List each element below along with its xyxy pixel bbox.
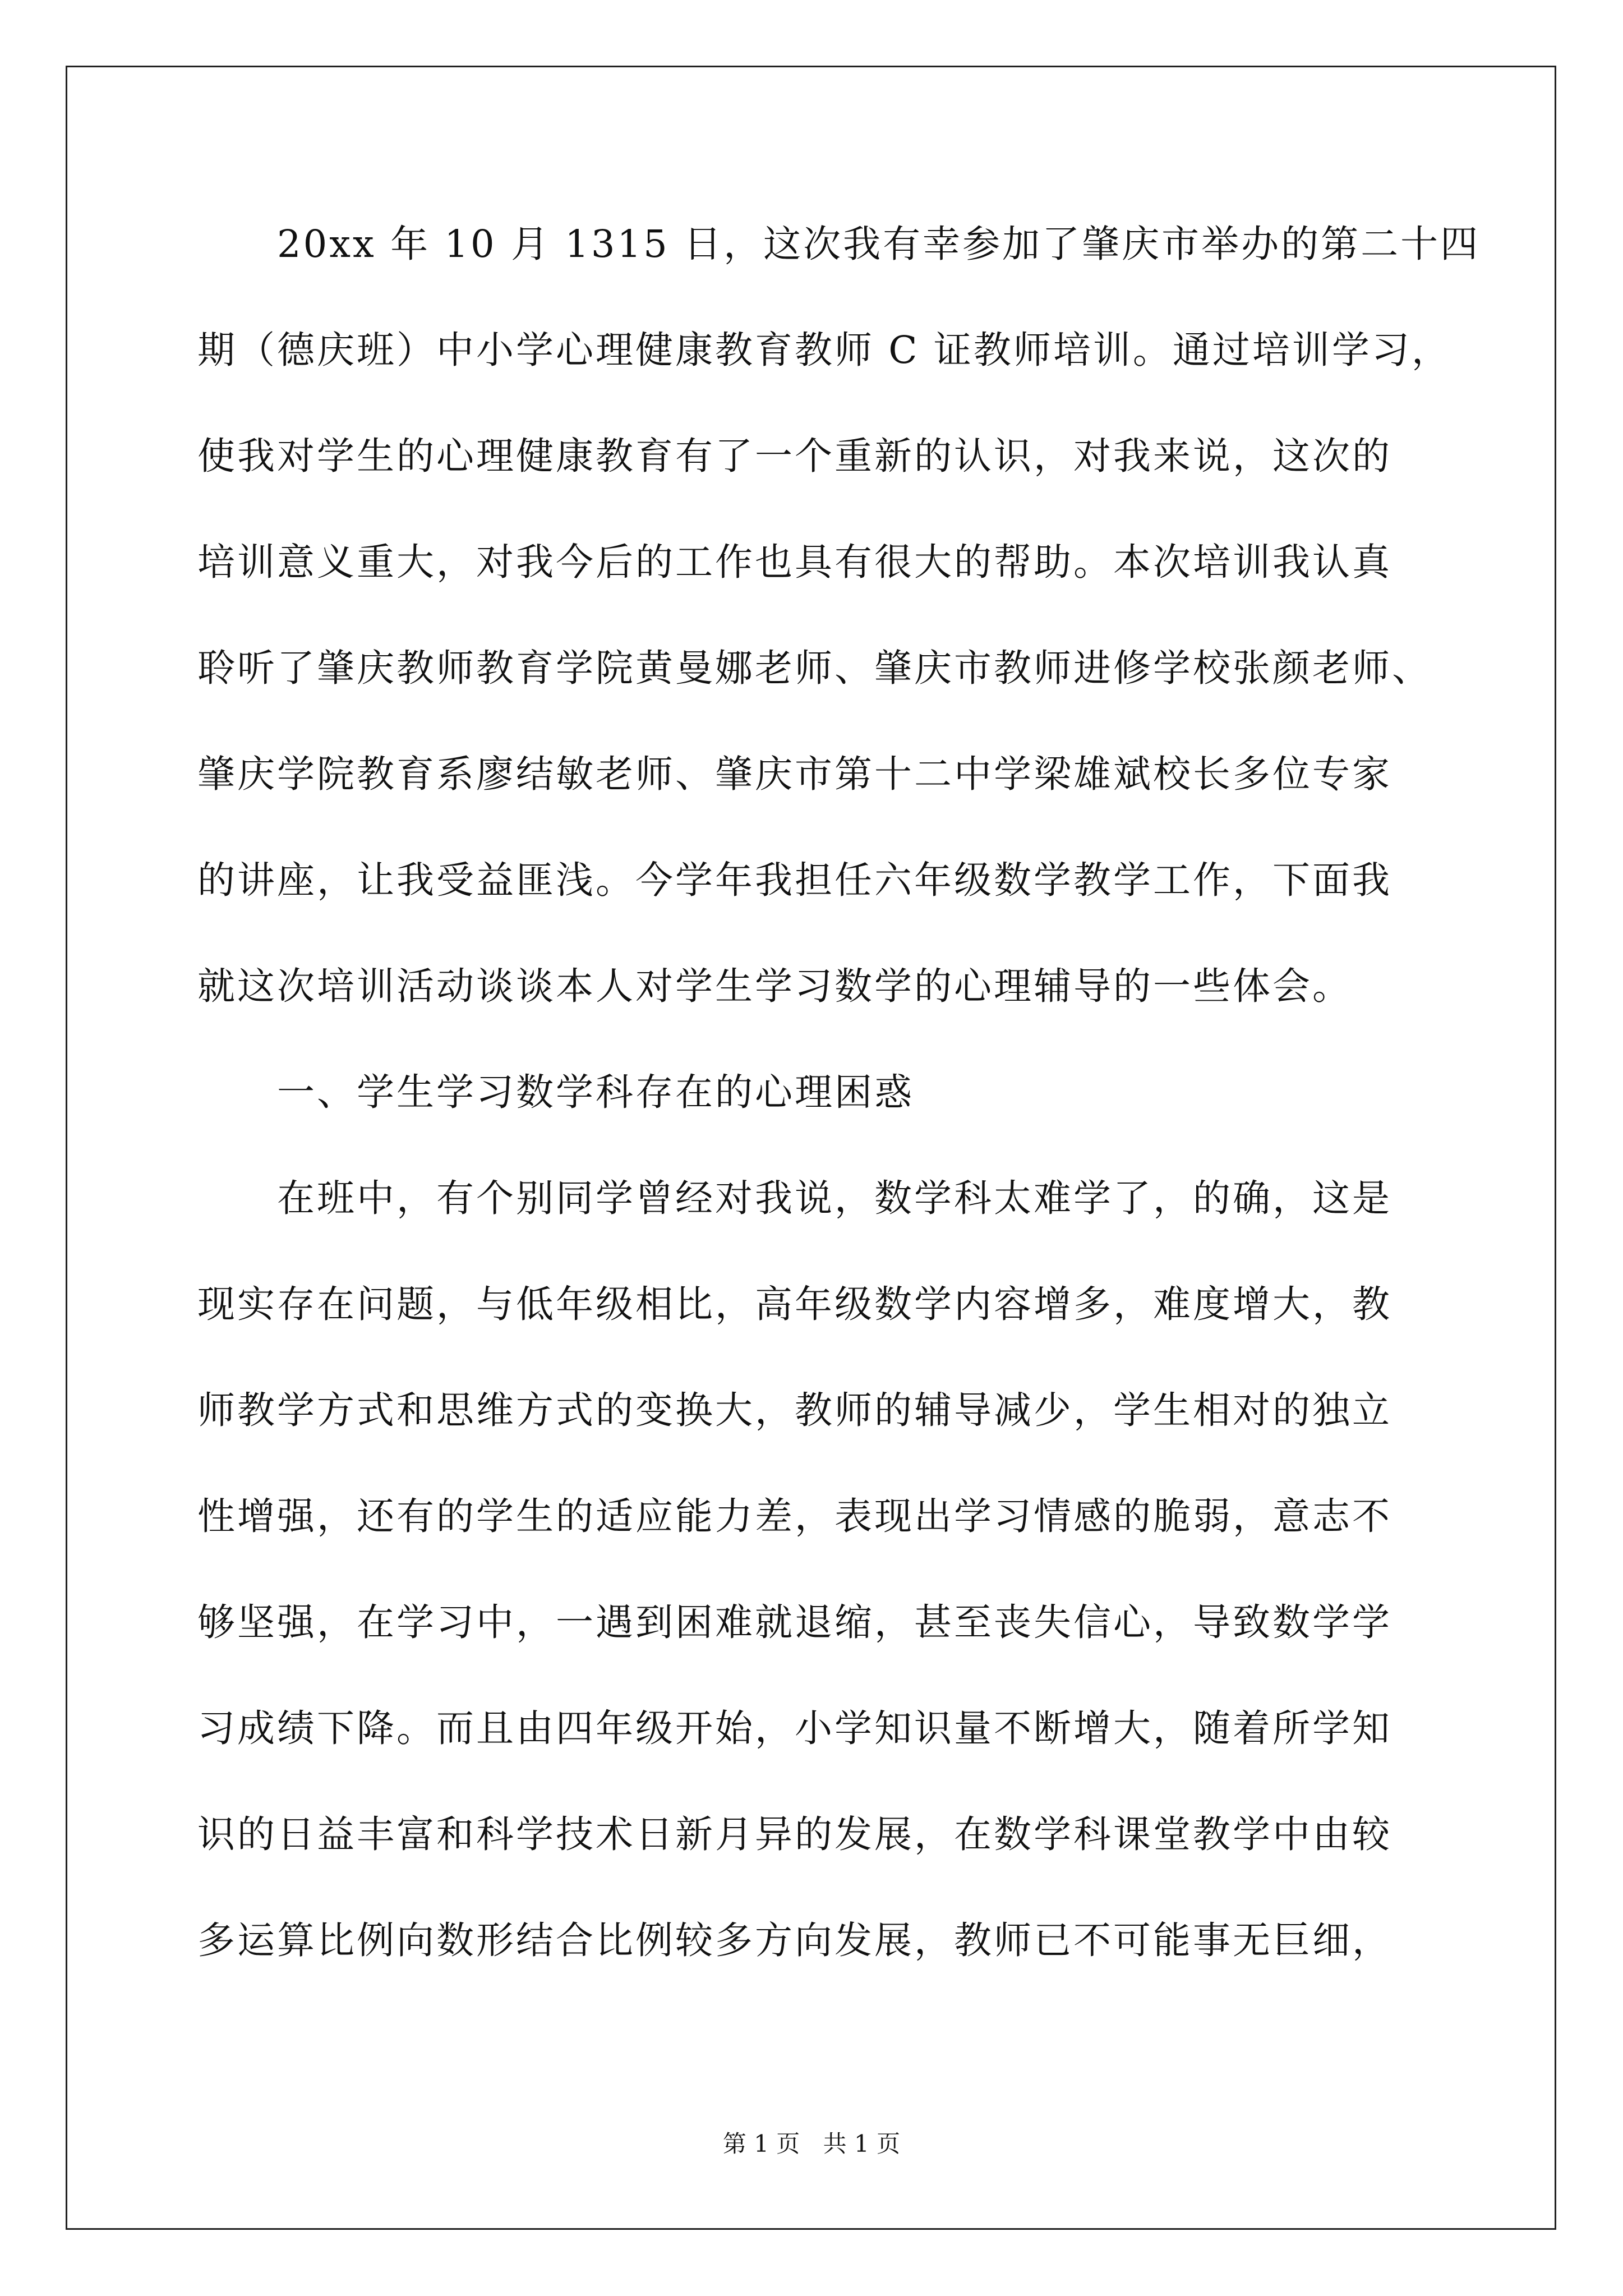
section-heading: 一、学生学习数学科存在的心理困惑 — [277, 1070, 914, 1114]
page-border — [66, 66, 1556, 2230]
paragraph-line: 够坚强，在学习中，一遇到困难就退缩，甚至丧失信心，导致数学学 — [197, 1600, 1392, 1644]
paragraph-line: 聆听了肇庆教师教育学院黄曼娜老师、肇庆市教师进修学校张颜老师、 — [197, 646, 1432, 690]
page-total: 共 1 页 — [823, 2130, 901, 2157]
paragraph-line: 期（德庆班）中小学心理健康教育教师 C 证教师培训。通过培训学习， — [197, 328, 1451, 372]
paragraph-line: 肇庆学院教育系廖结敏老师、肇庆市第十二中学梁雄斌校长多位专家 — [197, 752, 1392, 796]
page-number: 第 1 页 — [722, 2130, 800, 2157]
paragraph-line: 习成绩下降。而且由四年级开始，小学知识量不断增大，随着所学知 — [197, 1706, 1392, 1750]
paragraph-line: 现实存在问题，与低年级相比，高年级数学内容增多，难度增大，教 — [197, 1282, 1392, 1326]
paragraph-line: 在班中，有个别同学曾经对我说，数学科太难学了，的确，这是 — [277, 1176, 1392, 1220]
paragraph-line: 的讲座，让我受益匪浅。今学年我担任六年级数学教学工作，下面我 — [197, 858, 1392, 902]
paragraph-line: 识的日益丰富和科学技术日新月异的发展，在数学科课堂教学中由较 — [197, 1812, 1392, 1856]
paragraph-line: 多运算比例向数形结合比例较多方向发展，教师已不可能事无巨细， — [197, 1918, 1392, 1962]
paragraph-line: 性增强，还有的学生的适应能力差，表现出学习情感的脆弱，意志不 — [197, 1494, 1392, 1538]
paragraph-line: 20xx 年 10 月 1315 日，这次我有幸参加了肇庆市举办的第二十四 — [277, 222, 1481, 266]
paragraph-line: 使我对学生的心理健康教育有了一个重新的认识，对我来说，这次的 — [197, 434, 1392, 478]
paragraph-line: 就这次培训活动谈谈本人对学生学习数学的心理辅导的一些体会。 — [197, 964, 1352, 1008]
page-footer — [0, 2127, 1623, 2161]
paragraph-line: 培训意义重大，对我今后的工作也具有很大的帮助。本次培训我认真 — [197, 540, 1392, 584]
paragraph-line: 师教学方式和思维方式的变换大，教师的辅导减少，学生相对的独立 — [197, 1388, 1392, 1432]
